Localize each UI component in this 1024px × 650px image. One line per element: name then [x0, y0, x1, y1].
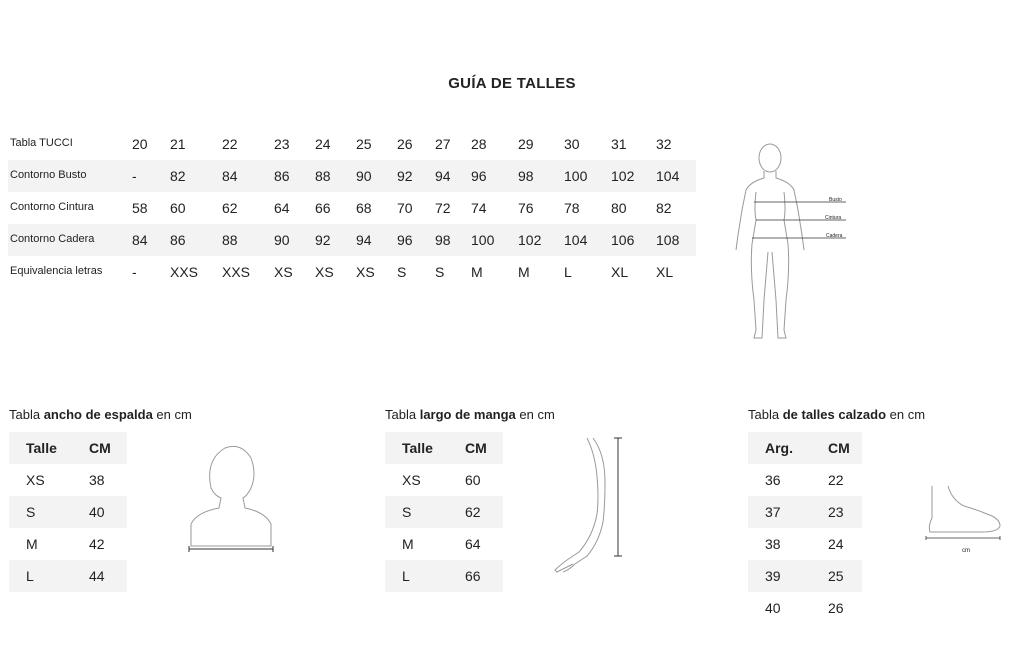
- size-table-cell: 108: [656, 232, 680, 248]
- foot-measure-label: cm: [962, 548, 970, 554]
- size-table-row-label: Contorno Busto: [10, 169, 87, 181]
- table-cell: 37: [765, 504, 781, 520]
- table-row: [385, 496, 503, 528]
- table-cell: S: [26, 504, 36, 520]
- body-label-cintura: Cintura: [825, 215, 842, 221]
- table-row: [9, 560, 127, 592]
- arm-figure: [545, 432, 630, 577]
- table-cell: 64: [465, 536, 481, 552]
- table-row: [385, 464, 503, 496]
- size-table-row-label: Contorno Cintura: [10, 201, 94, 213]
- size-table-cell: XS: [356, 264, 375, 280]
- size-table-cell: 104: [564, 232, 588, 248]
- size-table-row-label: Equivalencia letras: [10, 265, 103, 277]
- size-table-cell: 82: [656, 200, 672, 216]
- page-title: GUÍA DE TALLES: [448, 75, 576, 92]
- size-table-cell: 84: [132, 232, 148, 248]
- table-cell: 38: [89, 472, 105, 488]
- table-header-cell: CM: [89, 440, 111, 456]
- table-cell: S: [402, 504, 412, 520]
- table-row: [748, 496, 862, 528]
- size-table-cell: 64: [274, 200, 290, 216]
- size-table-cell: XXS: [222, 264, 251, 280]
- size-table-cell: XS: [274, 264, 293, 280]
- table-row: [9, 464, 127, 496]
- body-label-busto: Busto: [829, 197, 842, 203]
- table-cell: M: [26, 536, 38, 552]
- size-table-cell: 28: [471, 136, 487, 152]
- sleeve-length-table: [385, 432, 503, 592]
- size-table-cell: XL: [656, 264, 674, 280]
- size-table-row-label: Contorno Cadera: [10, 233, 95, 245]
- size-table-cell: XS: [315, 264, 334, 280]
- size-table-cell: 76: [518, 200, 534, 216]
- table-row: [385, 528, 503, 560]
- size-table-row-label: Tabla TUCCI: [10, 137, 73, 149]
- table-cell: L: [26, 568, 34, 584]
- table-cell: M: [402, 536, 414, 552]
- size-table-row: [8, 192, 696, 224]
- size-table-cell: XXS: [170, 264, 199, 280]
- body-silhouette-figure: [728, 140, 858, 345]
- size-table-row: [8, 128, 696, 160]
- back-width-table: [9, 432, 127, 592]
- size-table-cell: 60: [170, 200, 186, 216]
- size-table-cell: 96: [397, 232, 413, 248]
- table-row: [748, 528, 862, 560]
- table-cell: 22: [828, 472, 844, 488]
- table-cell: XS: [402, 472, 421, 488]
- sleeve-length-title: Tabla largo de manga en cm: [385, 407, 555, 422]
- size-table-cell: 20: [132, 136, 148, 152]
- torso-bust-figure: [185, 440, 280, 555]
- size-table-cell: 32: [656, 136, 672, 152]
- size-table-cell: 29: [518, 136, 534, 152]
- size-table-cell: 70: [397, 200, 413, 216]
- size-table-cell: 68: [356, 200, 372, 216]
- size-table-cell: 72: [435, 200, 451, 216]
- table-row: [748, 560, 862, 592]
- size-table-cell: 27: [435, 136, 451, 152]
- table-cell: XS: [26, 472, 45, 488]
- body-label-cadera: Cadera: [826, 233, 843, 239]
- size-table-cell: 104: [656, 168, 680, 184]
- size-table-cell: 100: [564, 168, 588, 184]
- table-cell: 24: [828, 536, 844, 552]
- size-table-cell: 25: [356, 136, 372, 152]
- size-table-cell: S: [397, 264, 407, 280]
- size-table-cell: 92: [397, 168, 413, 184]
- size-table-cell: 86: [274, 168, 290, 184]
- size-table-cell: 96: [471, 168, 487, 184]
- table-cell: 39: [765, 568, 781, 584]
- size-table-cell: 100: [471, 232, 495, 248]
- size-table-cell: 102: [518, 232, 542, 248]
- table-cell: 62: [465, 504, 481, 520]
- size-table-cell: 106: [611, 232, 635, 248]
- size-table-cell: 58: [132, 200, 148, 216]
- size-table-cell: 86: [170, 232, 186, 248]
- size-table-cell: 82: [170, 168, 186, 184]
- table-cell: 60: [465, 472, 481, 488]
- table-cell: 66: [465, 568, 481, 584]
- table-cell: 26: [828, 600, 844, 616]
- size-table-cell: 98: [435, 232, 451, 248]
- table-row: [9, 496, 127, 528]
- size-table-cell: 21: [170, 136, 186, 152]
- table-cell: 38: [765, 536, 781, 552]
- table-cell: 42: [89, 536, 105, 552]
- table-cell: 40: [89, 504, 105, 520]
- table-header-cell: Talle: [26, 440, 57, 456]
- size-table-cell: 98: [518, 168, 534, 184]
- table-header-row: [748, 432, 862, 464]
- size-table-cell: 31: [611, 136, 627, 152]
- size-table-cell: 94: [356, 232, 372, 248]
- size-table-cell: M: [518, 264, 530, 280]
- table-row: [9, 528, 127, 560]
- size-table-cell: 78: [564, 200, 580, 216]
- size-table: [8, 128, 696, 288]
- table-cell: L: [402, 568, 410, 584]
- table-header-cell: Talle: [402, 440, 433, 456]
- table-header-row: [9, 432, 127, 464]
- table-row: [385, 560, 503, 592]
- table-row: [748, 464, 862, 496]
- size-table-cell: XL: [611, 264, 629, 280]
- size-table-cell: 74: [471, 200, 487, 216]
- size-table-cell: 88: [315, 168, 331, 184]
- size-table-cell: -: [132, 168, 137, 184]
- size-table-cell: 66: [315, 200, 331, 216]
- size-table-cell: 90: [356, 168, 372, 184]
- table-cell: 44: [89, 568, 105, 584]
- table-cell: 25: [828, 568, 844, 584]
- size-table-cell: 88: [222, 232, 238, 248]
- shoe-sizes-table: [748, 432, 862, 624]
- size-table-cell: M: [471, 264, 483, 280]
- size-table-cell: 30: [564, 136, 580, 152]
- table-header-cell: Arg.: [765, 440, 793, 456]
- table-row: [748, 592, 862, 624]
- size-table-row: [8, 224, 696, 256]
- shoe-sizes-title: Tabla de talles calzado en cm: [748, 407, 926, 422]
- size-table-cell: 90: [274, 232, 290, 248]
- size-table-row: [8, 160, 696, 192]
- table-cell: 23: [828, 504, 844, 520]
- size-table-cell: 102: [611, 168, 635, 184]
- size-table-cell: 26: [397, 136, 413, 152]
- size-table-cell: 24: [315, 136, 331, 152]
- table-header-cell: CM: [828, 440, 850, 456]
- size-table-cell: 92: [315, 232, 331, 248]
- size-table-cell: -: [132, 264, 137, 280]
- table-cell: 36: [765, 472, 781, 488]
- back-width-title: Tabla ancho de espalda en cm: [9, 407, 192, 422]
- size-table-cell: 22: [222, 136, 238, 152]
- size-table-cell: 23: [274, 136, 290, 152]
- size-table-row: [8, 256, 696, 288]
- size-table-cell: S: [435, 264, 445, 280]
- table-header-cell: CM: [465, 440, 487, 456]
- size-table-cell: L: [564, 264, 572, 280]
- table-cell: 40: [765, 600, 781, 616]
- size-table-cell: 62: [222, 200, 238, 216]
- table-header-row: [385, 432, 503, 464]
- size-table-cell: 84: [222, 168, 238, 184]
- size-table-cell: 80: [611, 200, 627, 216]
- foot-figure: [920, 482, 1005, 557]
- size-table-cell: 94: [435, 168, 451, 184]
